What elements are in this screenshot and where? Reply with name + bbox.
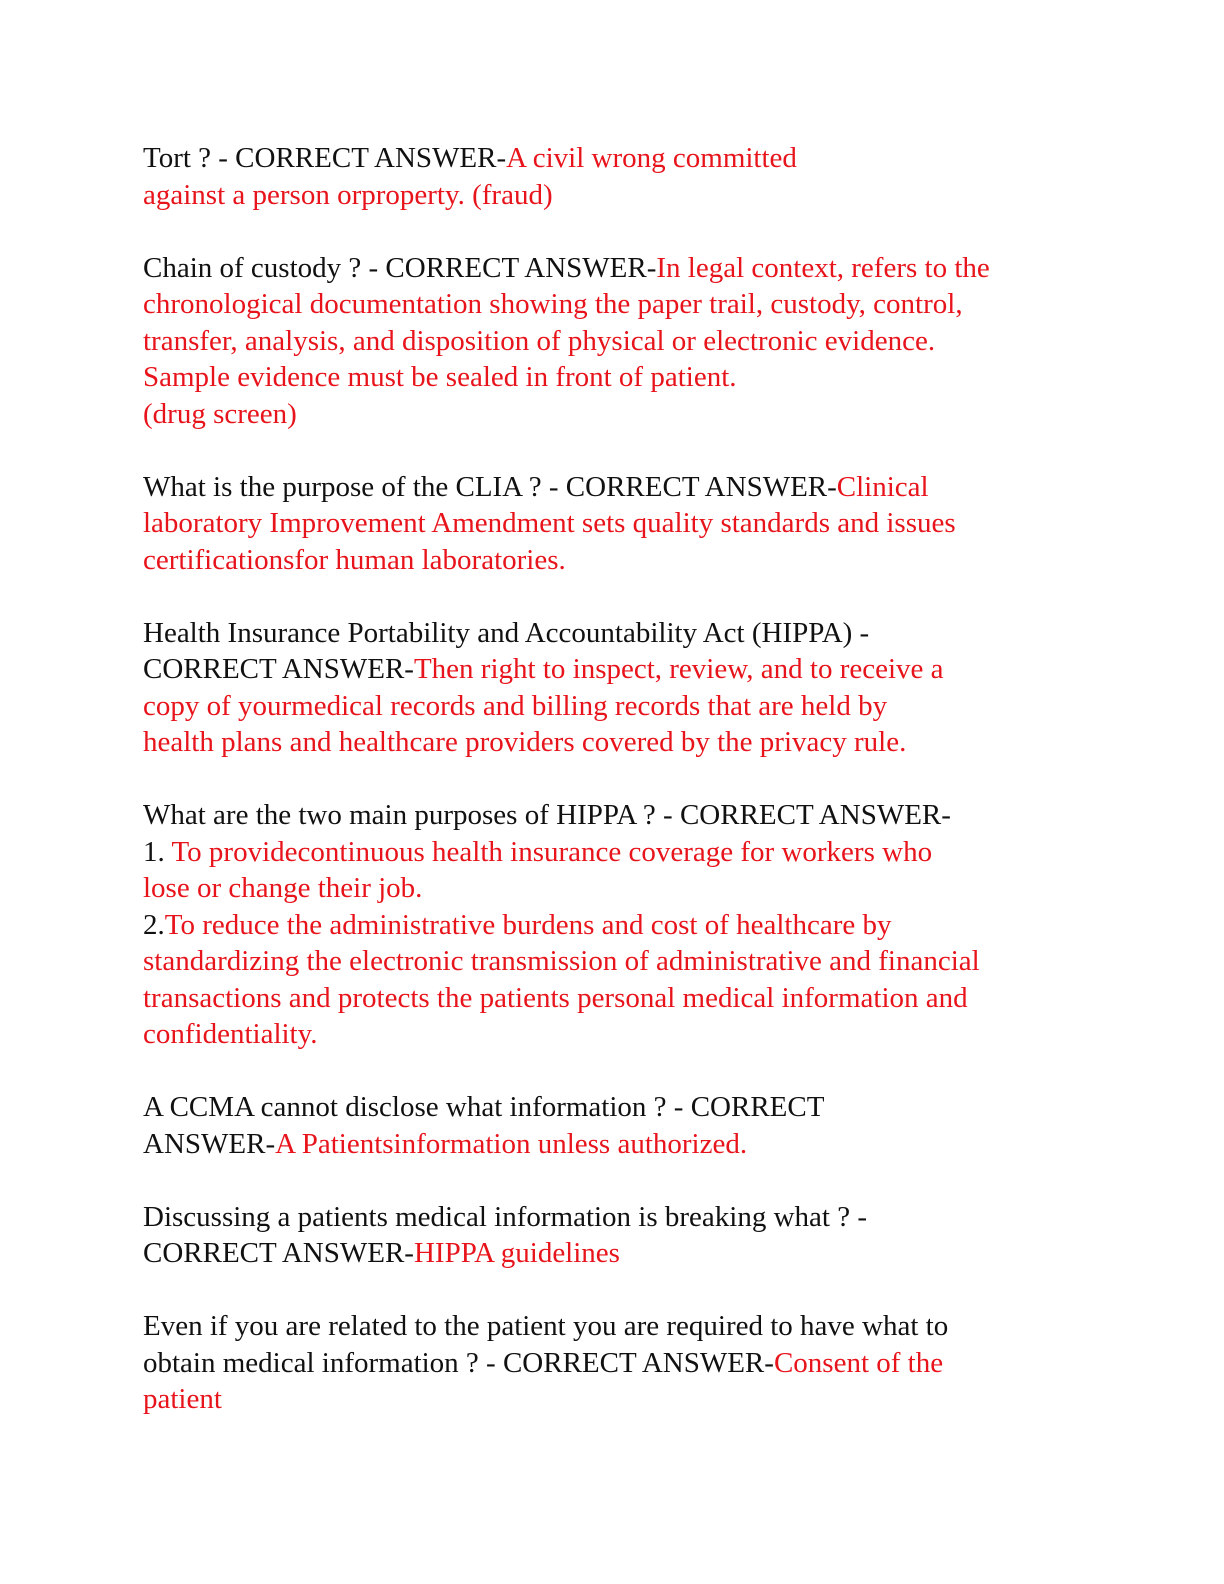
question-text: Health Insurance Portability and Accountability Act (HIPPA) -: [143, 616, 870, 649]
answer-text: To reduce the administrative burdens and cost of healthcare by: [164, 908, 892, 941]
text-line: [143, 797, 1083, 834]
qa-item: [143, 797, 1083, 1053]
text-line: [143, 505, 1083, 542]
question-text: CORRECT ANSWER-: [143, 1237, 414, 1269]
text-line: [143, 177, 1083, 214]
question-text: Tort ? - CORRECT ANSWER-: [143, 142, 507, 174]
text-line: [143, 1126, 1083, 1163]
answer-text: Then right to inspect, review, and to receive a: [413, 653, 944, 685]
answer-text: certificationsfor human laboratories.: [143, 543, 566, 576]
answer-text: In legal context, refers to the: [656, 251, 990, 284]
text-line: [143, 323, 1083, 360]
text-line: [143, 1016, 1083, 1053]
text-line: [143, 688, 1083, 725]
answer-text: Sample evidence must be sealed in front of patient.: [143, 361, 737, 393]
text-line: [143, 870, 1083, 907]
answer-text: patient: [143, 1383, 222, 1415]
answer-text: To providecontinuous health insurance coverage for workers who: [171, 835, 933, 868]
qa-item: [143, 1199, 1083, 1272]
text-line: [143, 469, 1083, 506]
answer-text: HIPPA guidelines: [413, 1237, 620, 1269]
answer-text: against a person orproperty. (fraud): [143, 178, 553, 211]
qa-item: [143, 615, 1083, 761]
text-line: [143, 396, 1083, 433]
answer-text: lose or change their job.: [143, 872, 423, 904]
question-text: obtain medical information ? - CORRECT ANSWER-: [143, 1346, 774, 1379]
text-line: [143, 651, 1083, 688]
text-line: [143, 615, 1083, 652]
answer-text: A Patientsinformation unless authorized.: [275, 1127, 748, 1160]
answer-text: standardizing the electronic transmission of administrative and financial: [143, 945, 980, 977]
answer-text: transfer, analysis, and disposition of physical or electronic evidence.: [143, 324, 936, 357]
question-text: CORRECT ANSWER-: [143, 653, 414, 685]
text-line: [143, 724, 1083, 761]
text-line: [143, 1235, 1083, 1272]
question-text: Chain of custody ? - CORRECT ANSWER-: [143, 251, 657, 284]
text-line: [143, 1345, 1083, 1382]
qa-item: [143, 1089, 1083, 1162]
answer-text: (drug screen): [143, 397, 297, 430]
text-line: [143, 1308, 1083, 1345]
qa-item: [143, 469, 1083, 579]
text-line: [143, 250, 1083, 287]
answer-text: laboratory Improvement Amendment sets quality standards and issues: [143, 507, 956, 539]
question-text: ANSWER-: [143, 1127, 276, 1160]
qa-item: [143, 1308, 1083, 1418]
text-line: [143, 542, 1083, 579]
question-text: A CCMA cannot disclose what information ? - CORRECT: [143, 1091, 825, 1123]
text-line: [143, 1199, 1083, 1236]
qa-item: [143, 250, 1083, 433]
answer-text: Clinical: [836, 470, 929, 503]
question-text: 2.: [143, 908, 165, 941]
document-page: [143, 140, 1083, 1454]
text-line: [143, 907, 1083, 944]
text-line: [143, 1089, 1083, 1126]
answer-text: copy of yourmedical records and billing records that are held by: [143, 689, 888, 722]
question-text: Discussing a patients medical information is breaking what ? -: [143, 1200, 868, 1233]
question-text: What are the two main purposes of HIPPA ? - CORRECT ANSWER-: [143, 799, 951, 831]
text-line: [143, 980, 1083, 1017]
answer-text: transactions and protects the patients personal medical information and: [143, 981, 968, 1014]
answer-text: Consent of the: [773, 1346, 944, 1379]
answer-text: health plans and healthcare providers covered by the privacy rule.: [143, 726, 907, 758]
answer-text: confidentiality.: [143, 1018, 318, 1050]
text-line: [143, 943, 1083, 980]
text-line: [143, 140, 1083, 177]
question-text: Even if you are related to the patient you are required to have what to: [143, 1310, 949, 1342]
text-line: [143, 286, 1083, 323]
question-text: What is the purpose of the CLIA ? - CORRECT ANSWER-: [143, 470, 837, 503]
answer-text: A civil wrong committed: [506, 142, 797, 174]
text-line: [143, 359, 1083, 396]
answer-text: chronological documentation showing the paper trail, custody, control,: [143, 288, 963, 320]
text-line: [143, 1381, 1083, 1418]
text-line: [143, 834, 1083, 871]
qa-item: [143, 140, 1083, 213]
question-text: 1.: [143, 835, 172, 868]
